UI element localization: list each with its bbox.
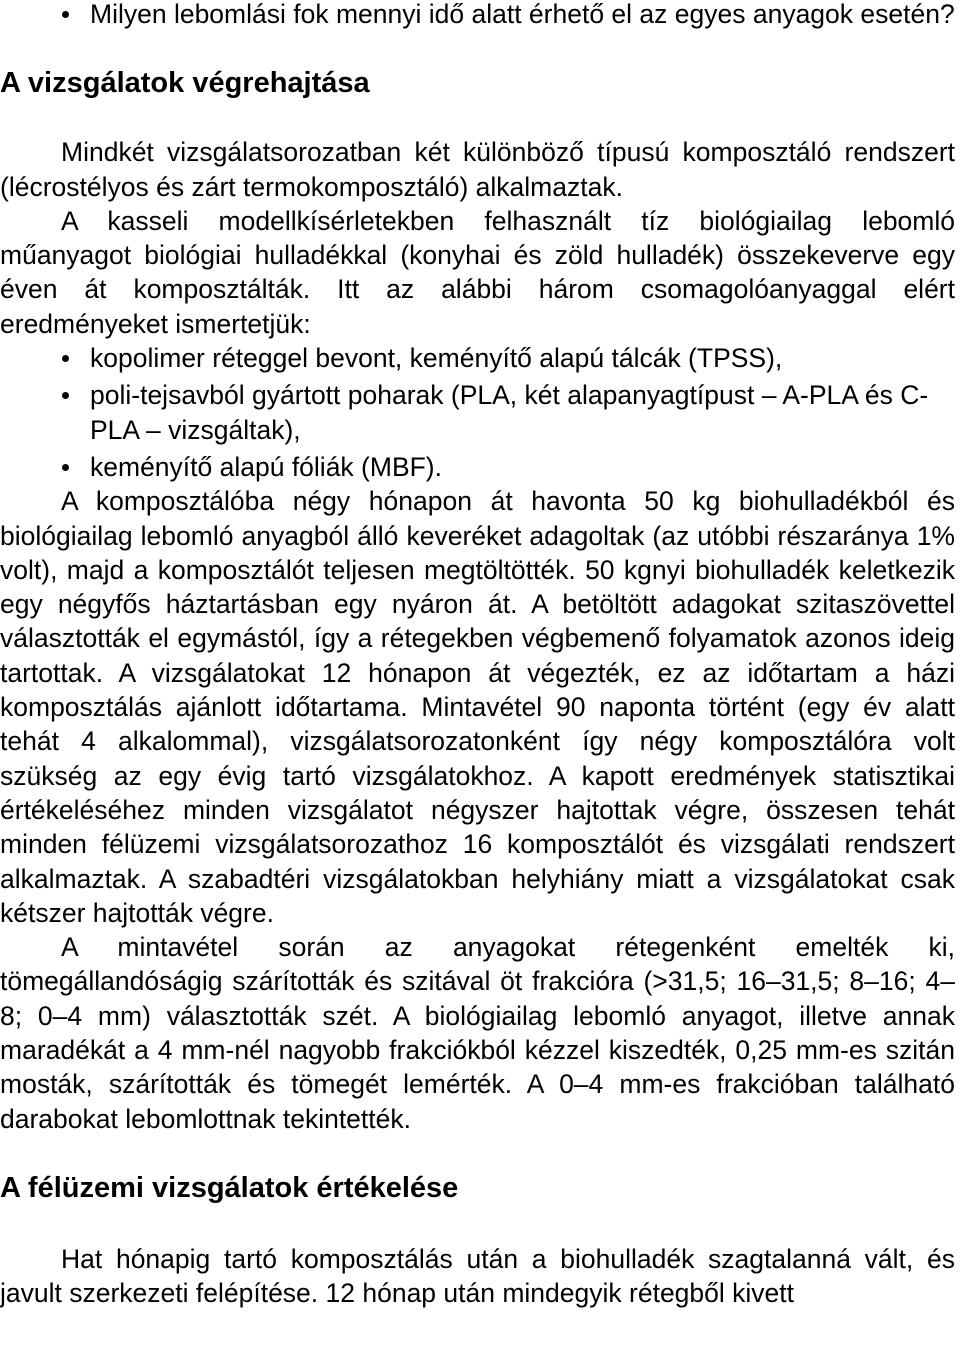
material-list [0, 341, 955, 484]
paragraph: A kasseli modellkísérletekben felhasznált tíz biológiailag lebomló műanyagot biológiai hulladékkal (konyhai és zöld hulladék) összekeverve egy éven át komposztálták. Itt az alábbi három csomagolóanyaggal elért eredményeket ismertetjük: [0, 205, 955, 339]
section-heading-evaluation: A félüzemi vizsgálatok értékelése [0, 1171, 459, 1204]
bullet-icon [62, 355, 69, 362]
list-item-text: poli-tejsavból gyártott poharak (PLA, két alapanyagtípust – A-PLA és C-PLA – vizsgáltak), [90, 380, 929, 445]
list-item [0, 378, 955, 447]
list-item-text: Milyen lebomlási fok mennyi idő alatt érhető el az egyes anyagok esetén? [90, 0, 955, 29]
list-item [0, 0, 955, 31]
bullet-icon [62, 11, 69, 18]
paragraph: A komposztálóba négy hónapon át havonta 50 kg biohulladékból és biológiailag lebomló anyagból álló keveréket adagoltak (az utóbbi részaránya 1% volt), majd a komposztálót teljesen megtöltötték. 50 kgnyi biohulladék keletkezik egy négyfős háztartásban egy nyáron át. A betöltött adagokat szitaszövettel választották el egymástól, így a rétegekben végbemenő folyamatok azonos ideig tartottak. A vizsgálatokat 12 hónapon át végezték, ez az időtartam a házi komposztálás ajánlott időtartama. Mintavétel 90 naponta történt (egy év alatt tehát 4 alkalommal), vizsgálatsorozatonként így négy komposztálóra volt szükség az egy évig tartó vizsgálatokhoz. A kapott eredmények statisztikai értékeléséhez minden vizsgálatot négyszer hajtottak végre, összesen tehát minden félüzemi vizsgálatsorozathoz 16 komposztálót és vizsgálati rendszert alkalmaztak. A szabadtéri vizsgálatokban helyhiány miatt a vizsgálatokat csak kétszer hajtották végre. [0, 486, 955, 928]
section-heading-execution: A vizsgálatok végrehajtása [0, 67, 370, 100]
question-list [0, 0, 955, 31]
list-item [0, 341, 955, 375]
paragraph: Hat hónapig tartó komposztálás után a biohulladék szagtalanná vált, és javult szerkezeti felépítése. 12 hónap után mindegyik rétegből kivett [0, 1243, 955, 1309]
list-item-text: keményítő alapú fóliák (MBF). [90, 451, 442, 482]
list-item [0, 450, 955, 484]
bullet-icon [62, 464, 69, 471]
bullet-icon [62, 392, 69, 399]
list-item-text: kopolimer réteggel bevont, keményítő alapú tálcák (TPSS), [90, 343, 783, 374]
paragraph: A mintavétel során az anyagokat rétegenként emelték ki, tömegállandóságig szárították és szitával öt frakcióra (>31,5; 16–31,5; 8–16; 4–8; 0–4 mm) választották szét. A biológiailag lebomló anyagot, illetve annak maradékát a 4 mm-nél nagyobb frakciókból kézzel kiszedték, 0,25 mm-es szitán mosták, szárították és tömegét lemérték. A 0–4 mm-es frakcióban található darabokat lebomlottnak tekintették. [0, 932, 955, 1134]
paragraph: Mindkét vizsgálatsorozatban két különböző típusú komposztáló rendszert (lécrostélyos és zárt termokomposztáló) alkalmaztak. [0, 137, 955, 202]
